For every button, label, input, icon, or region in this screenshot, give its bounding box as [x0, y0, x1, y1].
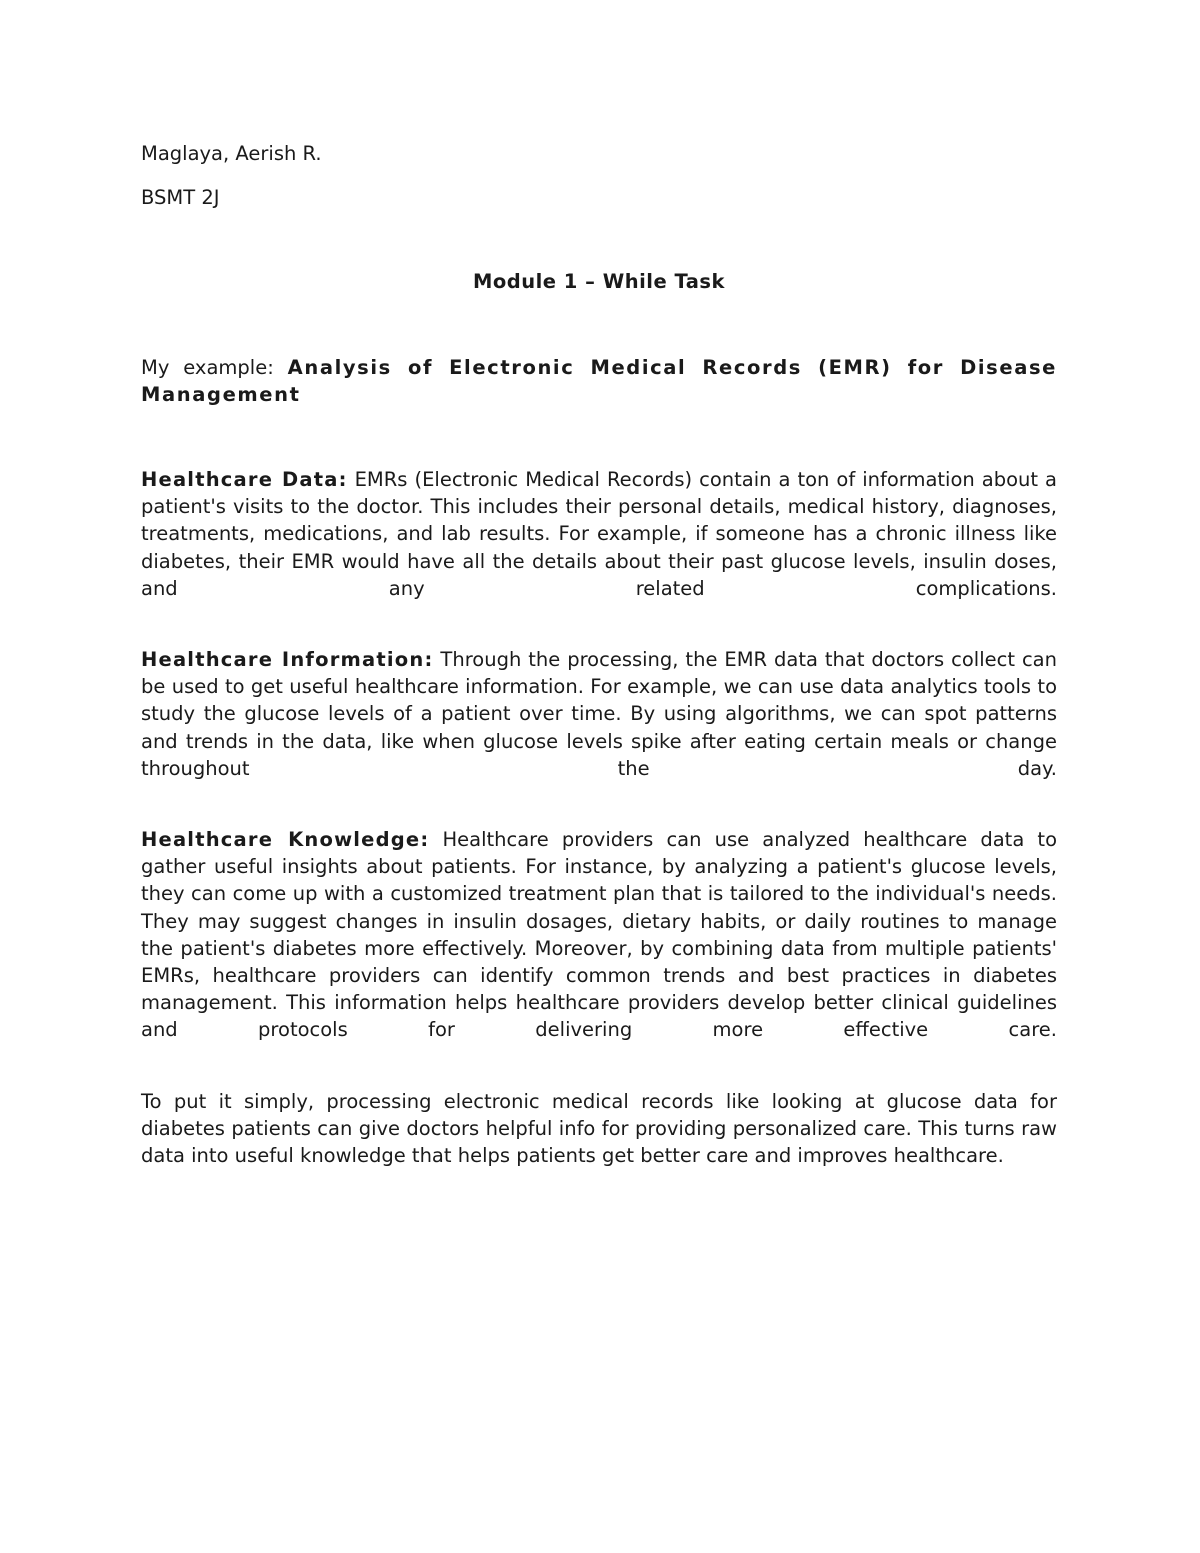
example-label: My example: [141, 355, 288, 379]
paragraph-heading: Healthcare Information: [141, 648, 434, 672]
paragraph-healthcare-knowledge [141, 826, 1057, 1044]
paragraph-healthcare-data [141, 466, 1057, 602]
paragraph-text: Through the processing, the EMR data that doctors collect can be used to get useful healthcare information. For example, we can use data analytics tools to study the glucose levels of a patient over time. By using algorithms, we can spot patterns and trends in the data, like when glucose levels spike after eating certain meals or change throughout the day. [141, 648, 1057, 780]
paragraph-healthcare-information [141, 646, 1057, 782]
paragraph-text: EMRs (Electronic Medical Records) contain a ton of information about a patient's visits to the doctor. This includes their personal details, medical history, diagnoses, treatments, medications, and lab results. For example, if someone has a chronic illness like diabetes, their EMR would have all the details about their past glucose levels, insulin doses, and any related complications. [141, 468, 1058, 600]
paragraph-conclusion: To put it simply, processing electronic medical records like looking at glucose data for diabetes patients can give doctors helpful info for providing personalized care. This turns raw data into useful knowledge that helps patients get better care and improves healthcare. [141, 1089, 1057, 1168]
document-title: Module 1 – While Task [472, 270, 726, 294]
paragraph-heading: Healthcare Knowledge: [141, 828, 430, 852]
document-body [141, 140, 1057, 1169]
paragraph-heading: Healthcare Data: [141, 468, 348, 492]
example-line [141, 354, 1057, 408]
example-topic: Analysis of Electronic Medical Records (EMR) for Disease Management [141, 355, 1057, 406]
student-name: Maglaya, Aerish R. [141, 142, 322, 165]
student-section: BSMT 2J [141, 186, 220, 210]
paragraph-text: Healthcare providers can use analyzed healthcare data to gather useful insights about patients. For instance, by analyzing a patient's glucose levels, they can come up with a customized treatment plan that is tailored to the individual's needs. They may suggest changes in insulin dosages, dietary habits, or daily routines to manage the patient's diabetes more effectively. Moreover, by combining data from multiple patients' EMRs, healthcare providers can identify common trends and best practices in diabetes management. This information helps healthcare providers develop better clinical guidelines and protocols for delivering more effective care. [141, 828, 1057, 1042]
